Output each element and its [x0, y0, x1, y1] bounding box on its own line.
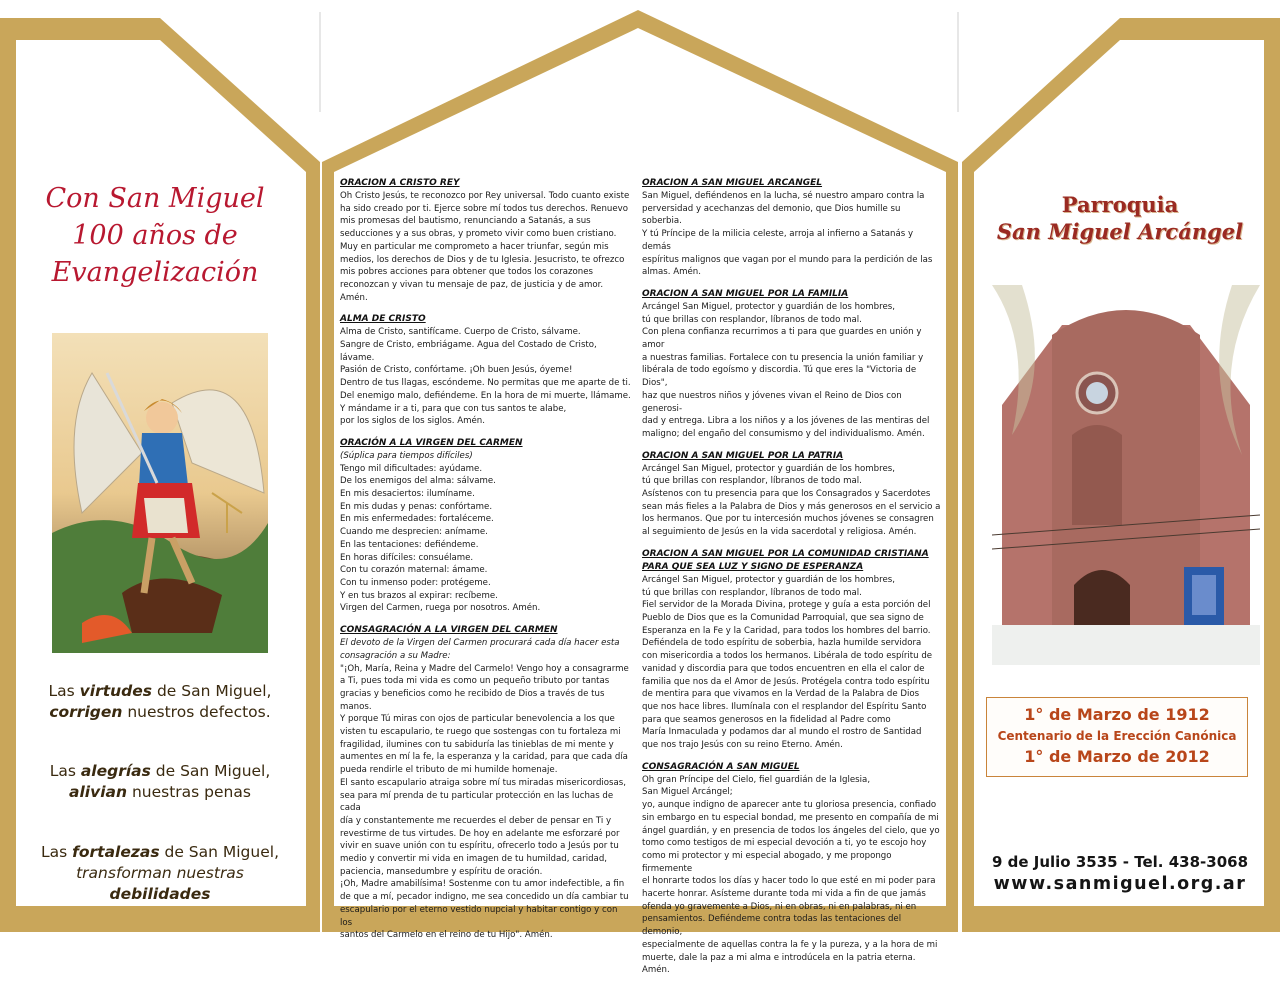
left-panel: [0, 0, 320, 932]
prayer-line: En horas difíciles: consuélame.: [340, 552, 474, 563]
prayer-line: muerte, dale la paz a mi alma e introdúcela en la patria eterna. Amén.: [642, 952, 916, 976]
prayer-line: que nos trajo Jesús con su reino Eterno. Amén.: [642, 740, 843, 751]
centenary-label: Centenario de la Erección Canónica: [997, 729, 1237, 743]
left-title-line-2: 100 años de: [72, 220, 238, 251]
prayer-line: San Miguel Arcángel;: [642, 787, 733, 798]
prayer-line: tú que brillas con resplandor, líbranos de todo mal.: [642, 314, 862, 325]
prayer-line: Arcángel San Miguel, protector y guardián de los hombres,: [642, 463, 895, 474]
prayer-line: al seguimiento de Jesús en la vida sacerdotal y religiosa. Amén.: [642, 527, 917, 538]
virtue-line-3: Las fortalezas de San Miguel, transforman nuestras debilidades: [40, 843, 279, 903]
parish-heading-line-1: Parroquia: [1061, 192, 1179, 217]
prayer-line: Alma de Cristo, santifícame. Cuerpo de Cristo, sálvame.: [340, 327, 581, 338]
prayer-line: Con tu inmenso poder: protégeme.: [340, 577, 491, 588]
prayer-line: como mi protector y mi especial abogado, y me propongo firmemente: [642, 850, 892, 874]
prayer-section: [340, 437, 632, 615]
prayer-section: [340, 177, 632, 304]
prayer-line: "¡Oh, María, Reina y Madre del Carmelo! Vengo hoy a consagrarme: [340, 663, 629, 674]
prayer-line: María Inmaculada y podamos dar al mundo el rostro de Santidad: [642, 727, 922, 738]
founding-date: 1° de Marzo de 1912: [1024, 705, 1210, 724]
prayer-line: El santo escapulario atraiga sobre mí tus miradas misericordiosas,: [340, 777, 627, 788]
prayer-line: Defiéndela de todo espíritu de soberbia, hazla humilde servidora: [642, 638, 922, 649]
prayer-line: aumentes en mí la fe, la esperanza y la caridad, para que cada día: [340, 752, 628, 763]
parish-heading-line-2: San Miguel Arcángel: [996, 219, 1244, 244]
prayer-line: pueda rendirle el tributo de mi humilde homenaje.: [340, 765, 558, 776]
prayer-line: Dentro de tus llagas, escóndeme. No permitas que me aparte de ti.: [340, 378, 631, 389]
prayer-line: En mis dudas y penas: confórtame.: [340, 501, 493, 512]
prayer-title: ORACION A SAN MIGUEL ARCANGEL: [642, 178, 823, 188]
prayer-title: CONSAGRACIÓN A LA VIRGEN DEL CARMEN: [340, 625, 558, 636]
saint-michael-image: [52, 333, 268, 653]
prayer-line: Y mándame ir a ti, para que con tus santos te alabe,: [340, 403, 567, 414]
prayer-line: Cuando me desprecien: anímame.: [340, 527, 488, 538]
prayer-line: almas. Amén.: [642, 267, 701, 278]
prayer-title: PARA QUE SEA LUZ Y SIGNO DE ESPERANZA: [642, 561, 864, 572]
prayer-line: ha sido creado por ti. Ejerce sobre mí todos tus derechos. Renuevo: [340, 203, 628, 214]
prayer-line: tú que brillas con resplandor, líbranos de todo mal.: [642, 476, 862, 487]
prayer-title: ORACIÓN A LA VIRGEN DEL CARMEN: [340, 437, 523, 448]
church-facade-image: [992, 285, 1260, 665]
prayer-line: visten tu escapulario, te ruego que sostengas con tu fortaleza mi: [340, 727, 621, 738]
prayer-line: día y constantemente me recuerdes el deber de pensar en Ti y: [340, 815, 612, 826]
prayer-line: que nos hace libres. Ilumínala con el resplandor del Espíritu Santo: [642, 701, 927, 712]
prayer-line: Esperanza en la Fe y la Caridad, para todos los hombres del barrio.: [642, 625, 931, 636]
prayer-line: Pueblo de Dios que es la Comunidad Parroquial, que sea signo de: [642, 612, 924, 623]
prayer-line: Del enemigo malo, defiéndeme. En la hora de mi muerte, llámame.: [340, 390, 631, 401]
prayer-title: ORACION A SAN MIGUEL POR LA COMUNIDAD CRISTIANA: [642, 548, 929, 559]
prayer-line: Y en tus brazos al expirar: recíbeme.: [340, 590, 498, 601]
prayer-line: de que a mí, pecador indigno, me sea concedido un día cambiar tu: [340, 892, 629, 903]
prayer-line: gracias y beneficios como he recibido de Dios a través de tus manos.: [340, 688, 605, 712]
prayer-line: con misericordia a todos los hermanos. Libérala de todo espíritu de: [642, 651, 933, 662]
prayer-line: a nuestras familias. Fortalece con tu presencia la unión familiar y: [642, 352, 924, 363]
prayer-title: ORACION A SAN MIGUEL POR LA FAMILIA: [642, 288, 849, 299]
prayer-line: ¡Oh, Madre amabilísima! Sostenme con tu amor indefectible, a fin: [340, 879, 625, 890]
prayer-line: de mentira para que vivamos en la Verdad de la Palabra de Dios: [642, 689, 920, 700]
prayer-line: mis pobres acciones para obtener que todos los corazones: [340, 267, 593, 278]
address-phone: 9 de Julio 3535 - Tel. 438-3068: [991, 853, 1249, 871]
prayer-line: sea para mí prenda de tu particular protección en las luchas de cada: [340, 790, 614, 814]
prayer-title: ORACION A SAN MIGUEL POR LA PATRIA: [642, 450, 844, 461]
prayer-line: santos del Carmelo en el reino de tu Hijo". Amén.: [340, 930, 553, 941]
prayer-line: haz que nuestros niños y jóvenes vivan el Reino de Dios con generosi-: [642, 390, 902, 414]
prayer-line: Oh Cristo Jesús, te reconozco por Rey universal. Todo cuanto existe: [340, 191, 630, 201]
prayer-line: paciencia, mansedumbre y espíritu de oración.: [340, 866, 543, 877]
prayer-line: Arcángel San Miguel, protector y guardián de los hombres,: [642, 301, 895, 312]
prayer-line: sean más fieles a la Palabra de Dios y más generosos en el servicio a: [642, 501, 941, 512]
left-title-line-1: Con San Miguel: [45, 183, 265, 214]
prayer-line: Pasión de Cristo, confórtame. ¡Oh buen Jesús, óyeme!: [340, 365, 573, 376]
prayer-line: tomo como testigos de mi especial devoción a ti, yo te escojo hoy: [642, 838, 927, 849]
prayer-line: escapulario por el eterno vestido nupcial y habitar contigo y con los: [340, 904, 618, 928]
prayer-line: medios, los derechos de Dios y de tu Iglesia. Jesucristo, te ofrezco: [340, 254, 625, 265]
prayer-section: [340, 313, 632, 428]
prayer-line: a Ti, pues toda mi vida es como un pequeño tributo por tantas: [340, 676, 610, 687]
prayer-section: [642, 548, 942, 752]
prayer-line: Asístenos con tu presencia para que los Consagrados y Sacerdotes: [642, 489, 931, 500]
prayer-line: especialmente de aquellas contra la fe y la pureza, y a la hora de mi: [642, 939, 938, 950]
prayers-column-right: [642, 177, 942, 986]
centenary-date: 1° de Marzo de 2012: [1024, 747, 1210, 766]
prayer-line: Tengo mil dificultades: ayúdame.: [340, 463, 483, 474]
prayer-line: San Miguel, defiéndenos en la lucha, sé nuestro amparo contra la: [642, 191, 925, 201]
prayer-line: revestirme de tus virtudes. De hoy en adelante me esforzaré por: [340, 828, 620, 839]
prayer-line: Y tú Príncipe de la milicia celeste, arroja al infierno a Satanás y demás: [642, 229, 914, 252]
prayer-line: libéralа de todo egoísmo y discordia. Tú que eres la "Victoria de Dios",: [642, 365, 917, 389]
prayer-line: mis promesas del bautismo, renunciando a Satanás, a sus: [340, 216, 591, 227]
contact-info: [980, 852, 1260, 896]
prayer-title: ORACION A CRISTO REY: [340, 178, 460, 188]
prayer-line: hacerte honrar. Asísteme durante toda mi vida a fin de que jamás: [642, 889, 926, 900]
prayer-line: seducciones y a sus obras, y prometo vivir como buen cristiano.: [340, 229, 617, 240]
prayer-line: los hermanos. Que por tu intercesión muchos jóvenes se consagren: [642, 514, 934, 525]
prayer-line: ángel guardián, y en presencia de todos los ángeles del cielo, que yo: [642, 825, 940, 836]
prayer-line: En mis enfermedades: fortaléceme.: [340, 514, 494, 525]
prayer-line: tú que brillas con resplandor, líbranos de todo mal.: [642, 587, 862, 598]
prayer-line: Arcángel San Miguel, protector y guardián de los hombres,: [642, 574, 895, 585]
prayer-line: fragilidad, ilumines con tu sabiduría las tinieblas de mi mente y: [340, 739, 614, 750]
prayer-line: De los enemigos del alma: sálvame.: [340, 476, 496, 487]
prayer-line: Con plena confianza recurrimos a ti para que guardes en unión y amor: [642, 327, 922, 351]
prayer-line: pensamientos. Defiéndeme contra todas las tentaciones del demonio,: [642, 914, 902, 938]
prayer-line: Virgen del Carmen, ruega por nosotros. Amén.: [340, 603, 541, 614]
prayer-line: para que seamos generosos en la fidelidad al Padre como: [642, 714, 891, 725]
prayer-line: Oh gran Príncipe del Cielo, fiel guardián de la Iglesia,: [642, 774, 871, 785]
parish-heading: [975, 191, 1265, 245]
prayer-line: vanidad y discordia para que todos encuentren en ella el calor de: [642, 663, 925, 674]
prayer-intro-line: consagración a su Madre:: [340, 650, 451, 661]
prayer-line: Sangre de Cristo, embriágame. Agua del Costado de Cristo, lávame.: [340, 340, 597, 363]
website-link[interactable]: www.sanmiguel.org.ar: [993, 874, 1247, 894]
virtue-line-2: Las alegrías de San Miguel, alivian nuestras penas: [49, 762, 271, 801]
prayer-line: medio y convertir mi vida en imagen de tu humildad, caridad,: [340, 854, 608, 865]
prayer-line: maligno; del engaño del consumismo y del individualismo. Amén.: [642, 428, 925, 439]
prayer-line: el honrarte todos los días y hacer todo lo que esté en mi poder para: [642, 876, 936, 887]
prayer-section: [642, 177, 942, 279]
prayer-title: ALMA DE CRISTO: [340, 314, 426, 325]
prayer-line: Fiel servidor de la Morada Divina, protege y guía a esta porción del: [642, 600, 931, 611]
prayer-line: espíritus malignos que vagan por el mundo para la perdición de las: [642, 254, 933, 265]
prayer-intro-line: El devoto de la Virgen del Carmen procurará cada día hacer esta: [340, 638, 620, 649]
virtue-line-1: Las virtudes de San Miguel, corrigen nuestros defectos.: [48, 682, 272, 721]
prayer-line: En mis desaciertos: ilumíname.: [340, 489, 475, 500]
prayer-section: [642, 450, 942, 539]
prayer-line: familia que nos da el Amor de Jesús. Protégela contra todo espíritu: [642, 676, 930, 687]
left-title-line-3: Evangelización: [51, 257, 259, 288]
prayer-line: vivir en suave unión con tu espíritu, ofrecerlo todo a Jesús por tu: [340, 841, 619, 852]
prayer-subtitle: (Súplica para tiempos difíciles): [340, 450, 473, 461]
prayer-title: CONSAGRACIÓN A SAN MIGUEL: [642, 761, 800, 772]
prayer-line: por los siglos de los siglos. Amén.: [340, 416, 485, 427]
prayers-column-left: [340, 177, 632, 951]
prayer-line: Y porque Tú miras con ojos de particular benevolencia a los que: [340, 714, 615, 725]
prayer-line: dad y entrega. Libra a los niños y a los jóvenes de las mentiras del: [642, 416, 930, 427]
prayer-line: Con tu corazón maternal: ámame.: [340, 565, 488, 576]
prayer-line: sin embargo en tu especial bondad, me presento en compañía de mi: [642, 812, 939, 823]
left-title: [20, 180, 290, 291]
anniversary-box: [986, 697, 1248, 777]
prayer-line: En las tentaciones: defiéndeme.: [340, 539, 479, 550]
prayer-line: Muy en particular me comprometo a hacer triunfar, según mis: [340, 241, 609, 252]
prayer-line: ofenda yo gravemente a Dios, ni en obras, ni en palabras, ni en: [642, 901, 917, 912]
prayer-line: reconozcan y vivan tu mensaje de paz, de justicia y de amor. Amén.: [340, 279, 604, 303]
prayer-section: [642, 288, 942, 441]
prayer-section: [642, 761, 942, 977]
prayer-line: yo, aunque indigno de aparecer ante tu gloriosa presencia, confiado: [642, 800, 937, 811]
prayer-section: [340, 624, 632, 942]
prayer-line: perversidad y acechanzas del demonio, que Dios humille su soberbia.: [642, 203, 901, 227]
